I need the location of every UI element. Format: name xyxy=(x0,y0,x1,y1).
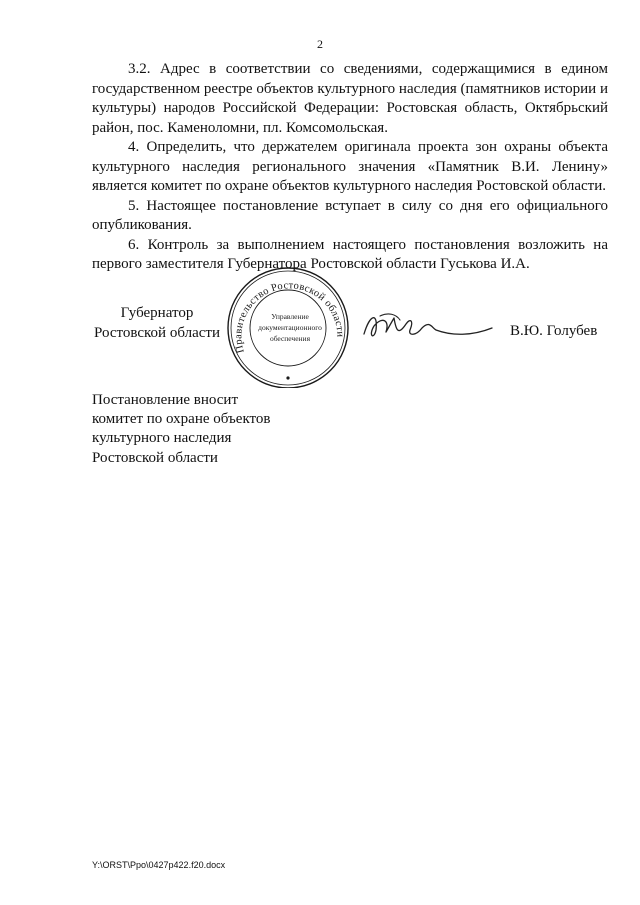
document-body xyxy=(92,60,608,275)
paragraph-3-2: 3.2. Адрес в соответствии со сведениями, содержащимися в едином государственном реестре объектов культурного наследия (памятников истории и культуры) народов Российской Федерации: Ростовская область, Октябрьский район, пос. Каменоломни, пл. Комсомольская. xyxy=(92,61,608,136)
official-seal xyxy=(222,264,358,388)
signature-block xyxy=(0,264,640,394)
paragraph-4: 4. Определить, что держателем оригинала проекта зон охраны объекта культурного наследия регионального значения «Памятник В.И. Ленину» является комитет по охране объектов культурного наследия Ростовской области. xyxy=(92,139,608,194)
submitter-line4: Ростовской области xyxy=(92,449,218,466)
submitter-note xyxy=(92,391,270,468)
handwritten-signature xyxy=(360,306,500,346)
seal-inner-line2: документационного xyxy=(258,323,322,332)
submitter-line2: комитет по охране объектов xyxy=(92,411,271,428)
seal-inner-line1: Управление xyxy=(271,312,309,321)
submitter-line1: Постановление вносит xyxy=(92,392,239,408)
governor-title-line1: Губернатор xyxy=(120,305,194,321)
governor-title-line2: Ростовской области xyxy=(94,324,220,341)
submitter-line3: культурного наследия xyxy=(92,430,232,447)
seal-inner-line3: обеспечения xyxy=(269,334,311,343)
file-path-footer: Y:\ORST\Ppo\0427p422.f20.docx xyxy=(92,860,226,870)
seal-outer-text: Правительство Ростовской области xyxy=(233,280,346,355)
governor-title xyxy=(92,304,222,343)
paragraph-5: 5. Настоящее постановление вступает в силу со дня его официального опубликования. xyxy=(92,197,608,233)
signer-name: В.Ю. Голубев xyxy=(510,323,598,339)
paragraph-6: 6. Контроль за выполнением настоящего постановления возложить на первого заместителя Губернатора Ростовской области Гуськова И.А. xyxy=(92,236,608,272)
page-number: 2 xyxy=(317,37,323,51)
seal-dot xyxy=(286,376,289,379)
